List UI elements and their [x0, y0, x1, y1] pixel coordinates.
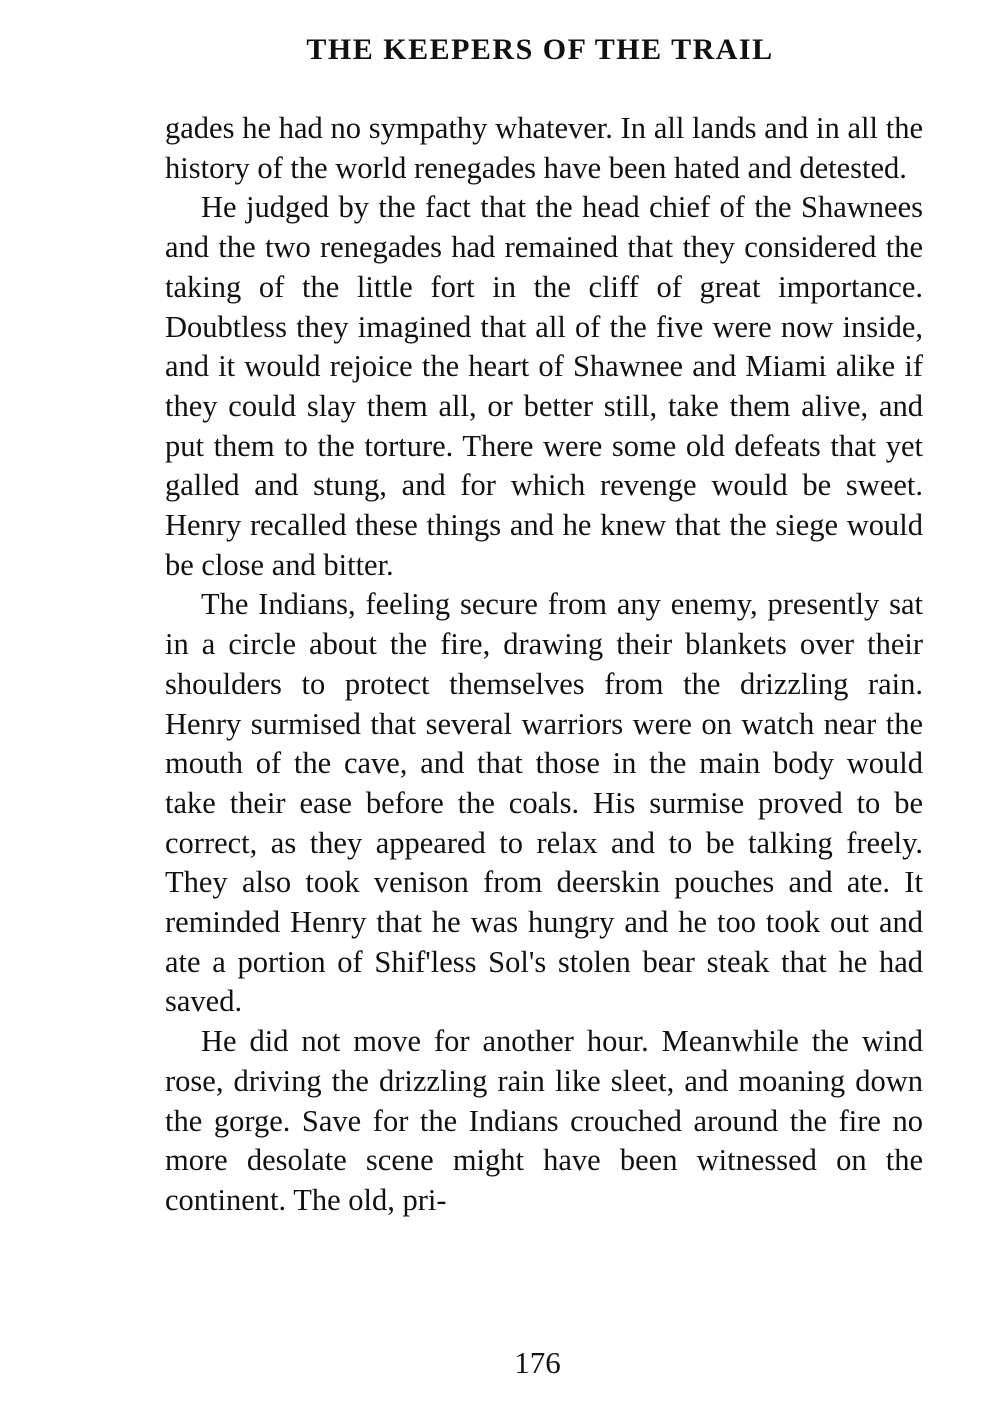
- page-body: [165, 109, 923, 1221]
- running-head: THE KEEPERS OF THE TRAIL: [306, 33, 774, 66]
- paragraph-continued: gades he had no sympathy whatever. In all lands and in all the history of the world renegades have been hated and detested.: [165, 111, 923, 185]
- paragraph: He judged by the fact that the head chief of the Shawnees and the two renegades had remained that they considered the taking of the little fort in the cliff of great importance. Doubtless they imagined that all of the five were now inside, and it would rejoice the heart of Shawnee and Miami alike if they could slay them all, or better still, take them alive, and put them to the torture. There were some old defeats that yet galled and stung, and for which revenge would be sweet. Henry recalled these things and he knew that the siege would be close and bitter.: [165, 190, 923, 582]
- page-number: 176: [514, 1345, 561, 1380]
- paragraph: He did not move for another hour. Meanwhile the wind rose, driving the drizzling rain like sleet, and moaning down the gorge. Save for the Indians crouched around the fire no more desolate scene might have been witnessed on the continent. The old, pri-: [165, 1024, 923, 1217]
- paragraph: The Indians, feeling secure from any enemy, presently sat in a circle about the fire, drawing their blankets over their shoulders to protect themselves from the drizzling rain. Henry surmised that several warriors were on watch near the mouth of the cave, and that those in the main body would take their ease before the coals. His surmise proved to be correct, as they appeared to relax and to be talking freely. They also took venison from deerskin pouches and ate. It reminded Henry that he was hungry and he too took out and ate a portion of Shif'less Sol's stolen bear steak that he had saved.: [165, 587, 923, 1019]
